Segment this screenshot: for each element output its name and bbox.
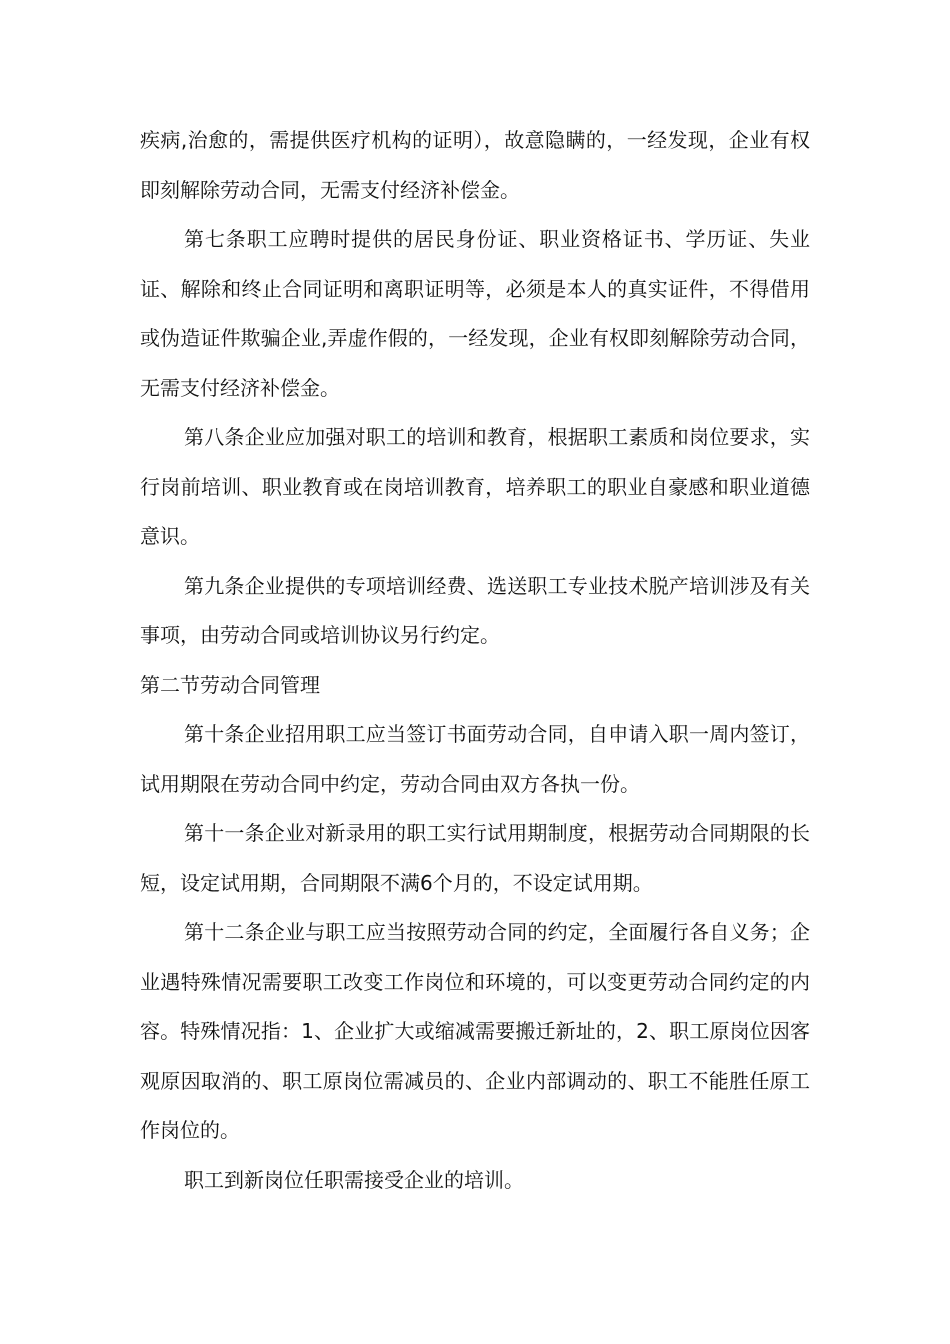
document-body	[140, 116, 810, 1205]
paragraph-continuation: 疾病,治愈的，需提供医疗机构的证明），故意隐瞒的，一经发现，企业有权即刻解除劳动合同，无需支付经济补偿金。	[140, 128, 810, 202]
paragraph-article-9: 第九条企业提供的专项培训经费、选送职工专业技术脱产培训涉及有关事项，由劳动合同或培训协议另行约定。	[140, 573, 810, 647]
section-heading: 第二节劳动合同管理	[140, 672, 320, 697]
paragraph-article-11: 第十一条企业对新录用的职工实行试用期制度，根据劳动合同期限的长短，设定试用期，合同期限不满6个月的，不设定试用期。	[140, 821, 810, 895]
paragraph-training-note: 职工到新岗位任职需接受企业的培训。	[184, 1167, 524, 1192]
paragraph-article-10: 第十条企业招用职工应当签订书面劳动合同，自申请入职一周内签订，试用期限在劳动合同中约定，劳动合同由双方各执一份。	[140, 722, 810, 796]
paragraph-article-7: 第七条职工应聘时提供的居民身份证、职业资格证书、学历证、失业证、解除和终止合同证明和离职证明等，必须是本人的真实证件，不得借用或伪造证件欺骗企业,弄虚作假的，一经发现，企业有权即刻解除劳动合同，无需支付经济补偿金。	[140, 227, 810, 400]
paragraph-article-12: 第十二条企业与职工应当按照劳动合同的约定，全面履行各自义务；企业遇特殊情况需要职工改变工作岗位和环境的，可以变更劳动合同约定的内容。特殊情况指：1、企业扩大或缩减需要搬迁新址的，2、职工原岗位因客观原因取消的、职工原岗位需减员的、企业内部调动的、职工不能胜任原工作岗位的。	[140, 920, 810, 1142]
paragraph-article-8: 第八条企业应加强对职工的培训和教育，根据职工素质和岗位要求，实行岗前培训、职业教育或在岗培训教育，培养职工的职业自豪感和职业道德意识。	[140, 425, 810, 548]
